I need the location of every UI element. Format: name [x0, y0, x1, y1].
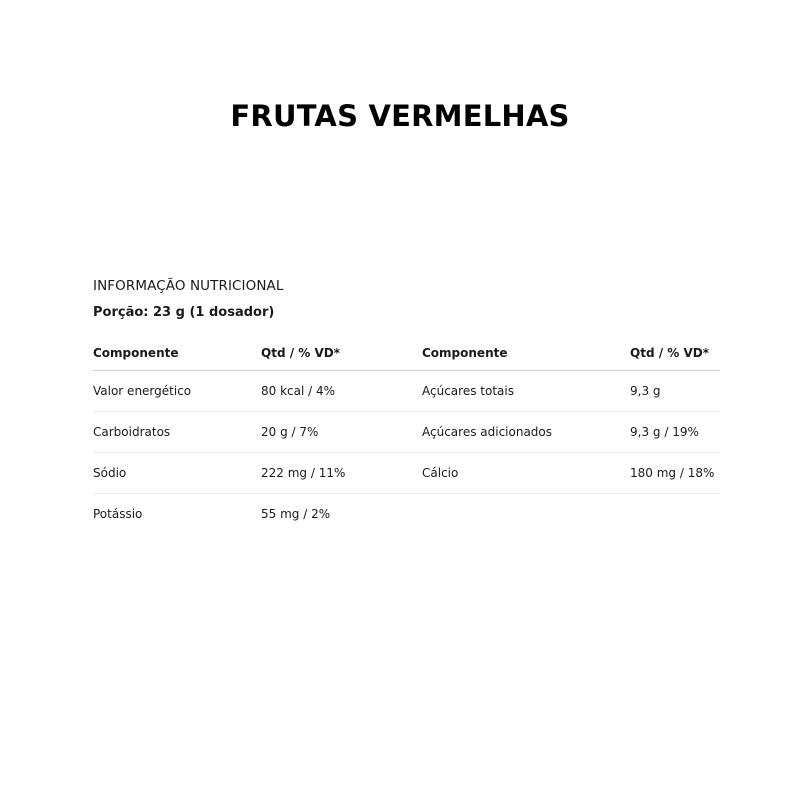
component-name: Valor energético	[93, 371, 261, 412]
component-name: Açúcares totais	[422, 371, 630, 412]
product-title: FRUTAS VERMELHAS	[230, 99, 570, 133]
component-name: Açúcares adicionados	[422, 412, 630, 453]
component-value: 20 g / 7%	[261, 412, 422, 453]
component-name: Cálcio	[422, 453, 630, 494]
component-value	[630, 494, 720, 535]
component-name: Sódio	[93, 453, 261, 494]
nutrition-section-title: INFORMAÇÃO NUTRICIONAL	[93, 278, 284, 294]
component-name: Potássio	[93, 507, 143, 521]
component-name	[422, 494, 630, 535]
nutrition-table	[93, 338, 720, 534]
component-value: 9,3 g	[630, 371, 720, 412]
component-value: 80 kcal / 4%	[261, 371, 422, 412]
portion-size: Porção: 23 g (1 dosador)	[93, 305, 275, 320]
table-row	[93, 494, 720, 535]
component-name: Carboidratos	[93, 412, 261, 453]
table-row	[93, 371, 720, 412]
table-header-row	[93, 338, 720, 371]
header-qty-right: Qtd / % VD*	[630, 338, 720, 371]
header-component-right: Componente	[422, 338, 630, 371]
component-value: 222 mg / 11%	[261, 453, 422, 494]
component-value: 55 mg / 2%	[261, 507, 331, 521]
table-row	[93, 453, 720, 494]
header-component-left: Componente	[93, 338, 261, 371]
table-row	[93, 412, 720, 453]
component-value: 180 mg / 18%	[630, 453, 720, 494]
component-value: 9,3 g / 19%	[630, 412, 720, 453]
header-qty-left: Qtd / % VD*	[261, 338, 422, 371]
nutrition-section	[93, 276, 720, 534]
